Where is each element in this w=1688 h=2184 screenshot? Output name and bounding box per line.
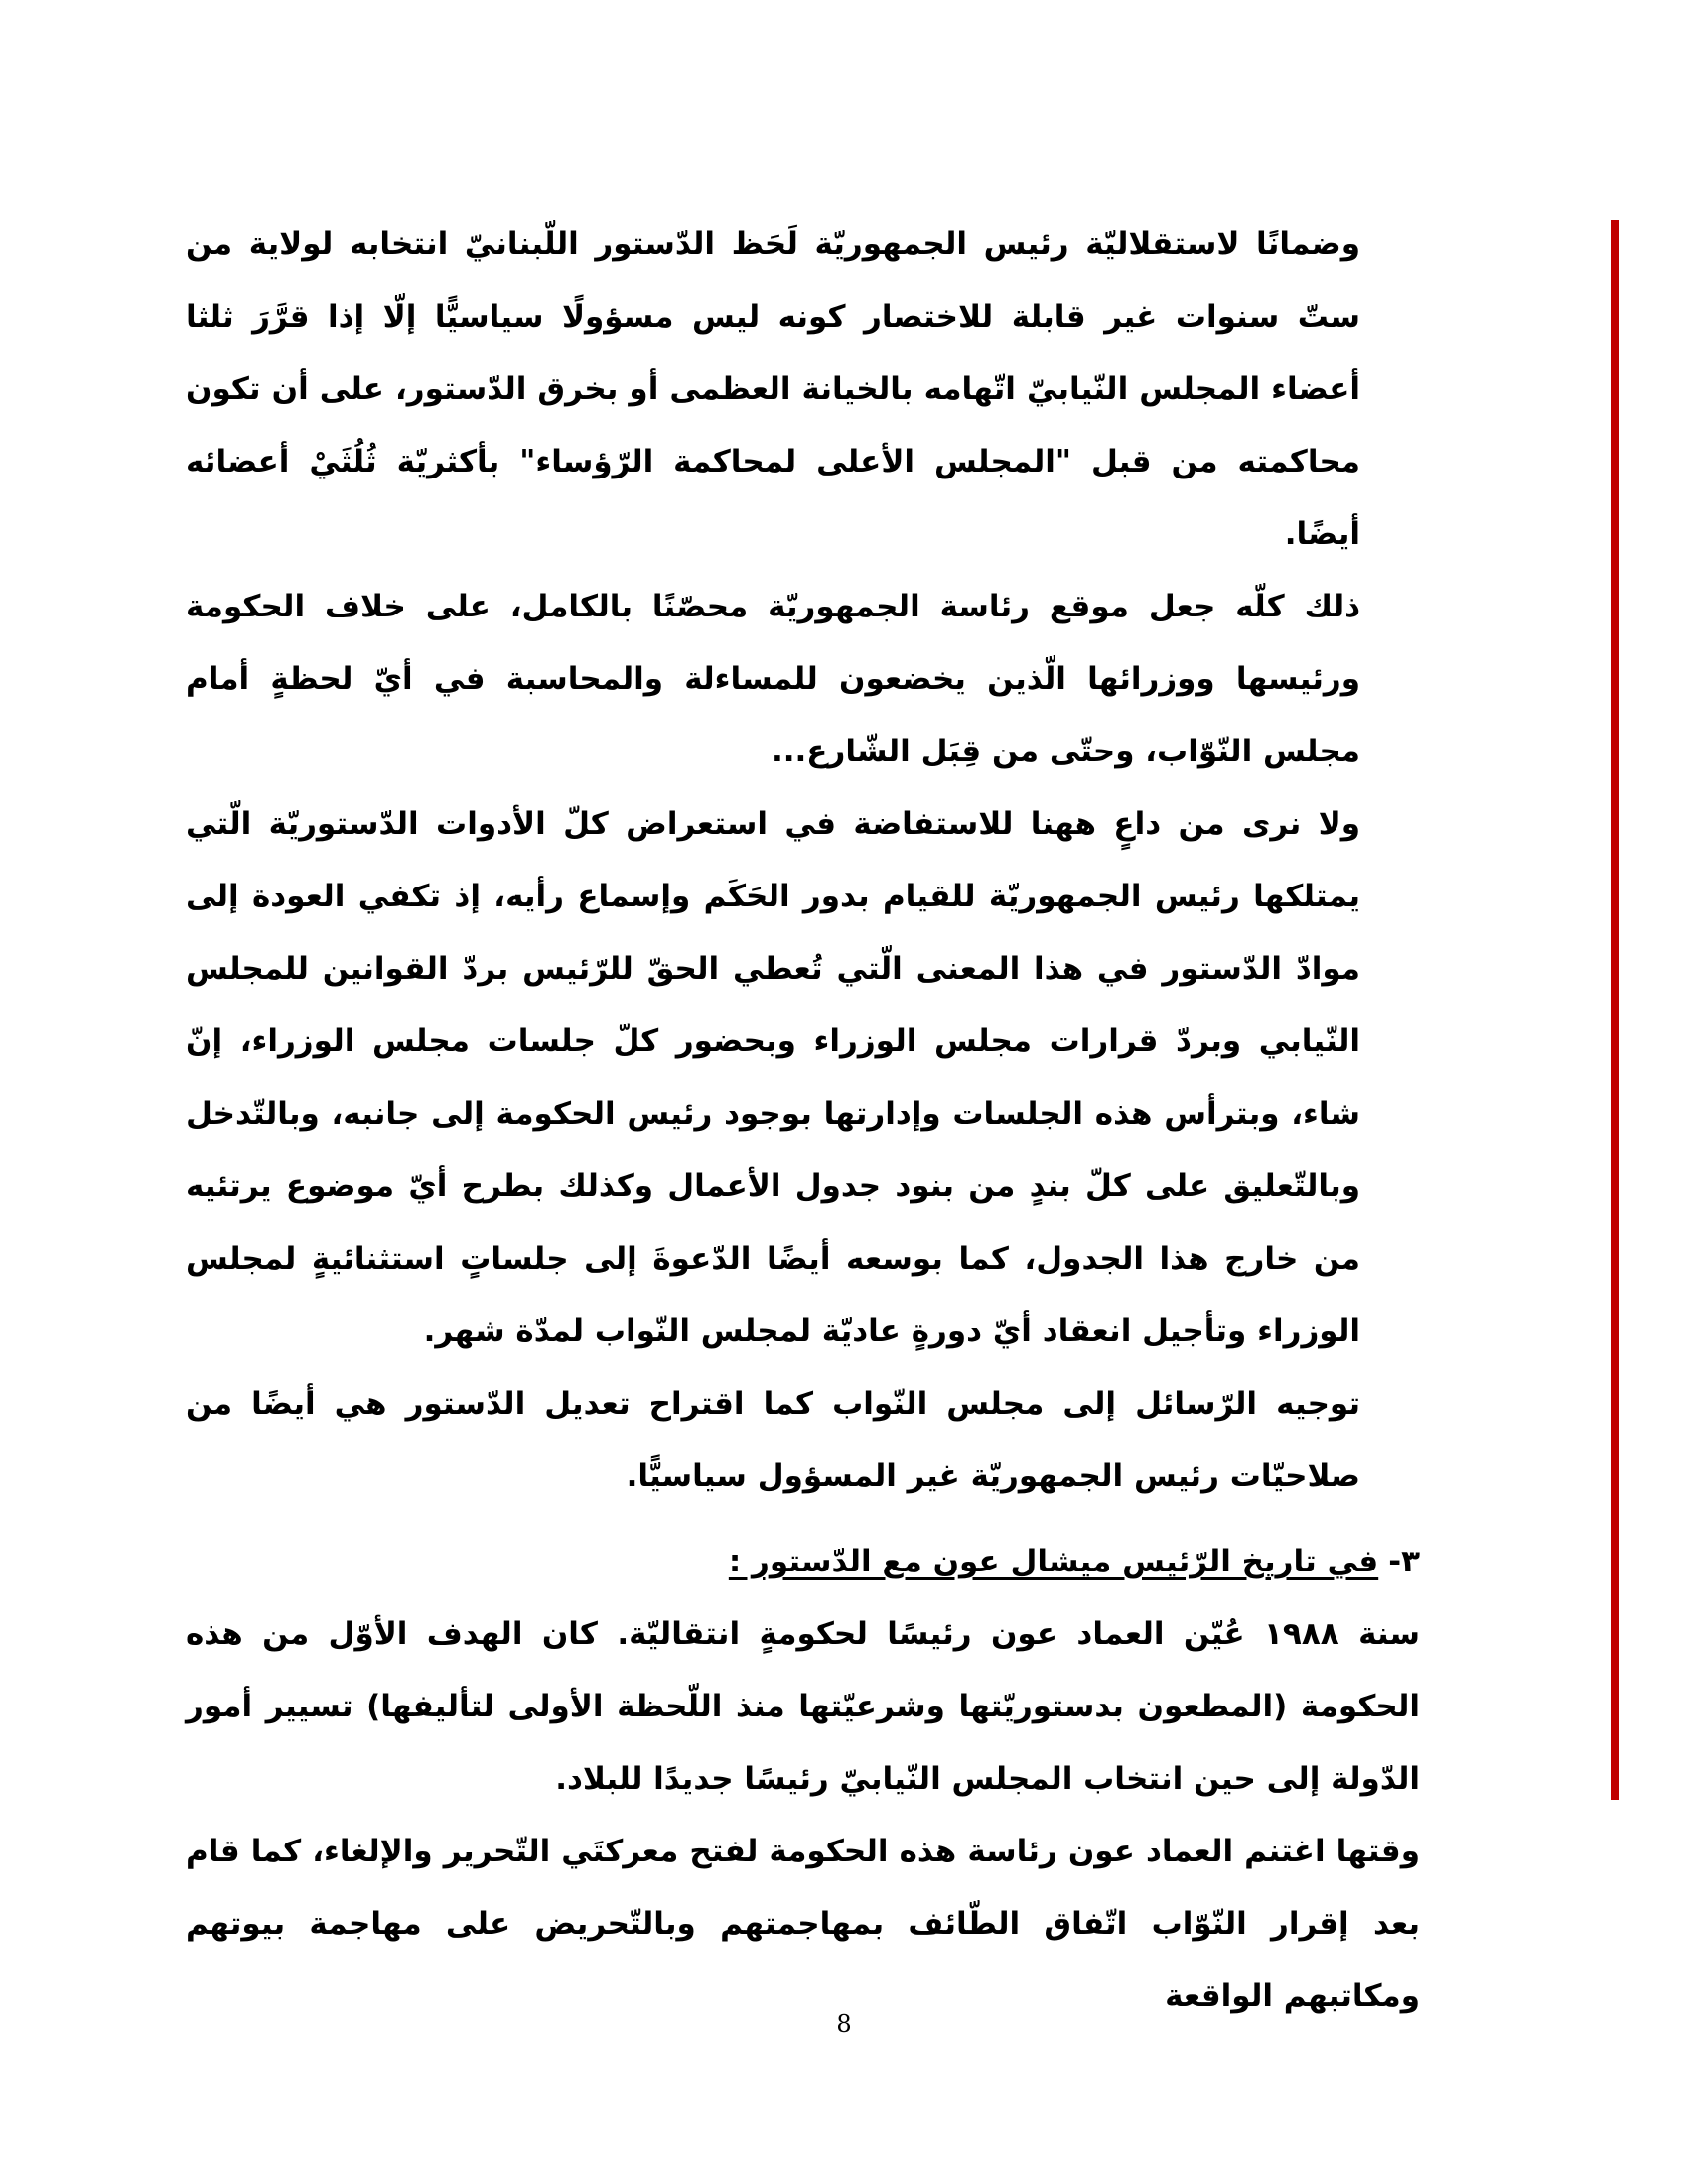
section-number: ٣- [1388, 1544, 1420, 1579]
margin-accent-rule [1611, 220, 1619, 1800]
section-aoun-history [186, 1526, 1420, 2033]
paragraph-constitutional-tools: ولا نرى من داعٍ ههنا للاستفاضة في استعراض كلّ الأدوات الدّستوريّة الّتي يمتلكها رئيس الجمهوريّة للقيام بدور الحَكَم وإسماع رأيه، إذ تكفي العودة إلى موادّ الدّستور في هذا المعنى الّتي تُعطي الحقّ للرّئيس بردّ القوانين للمجلس النّيابي وبردّ قرارات مجلس الوزراء وبحضور كلّ جلسات مجلس الوزراء، إنّ شاء، وبترأس هذه الجلسات وإدارتها بوجود رئيس الحكومة إلى جانبه، وبالتّدخل وبالتّعليق على كلّ بندٍ من بنود جدول الأعمال وكذلك بطرح أيّ موضوع يرتئيه من خارج هذا الجدول، كما بوسعه أيضًا الدّعوةَ إلى جلساتٍ استثنائيةٍ لمجلس الوزراء وتأجيل انعقاد أيّ دورةٍ عاديّة لمجلس النّواب لمدّة شهر. [186, 806, 1360, 1349]
section-heading [186, 1526, 1420, 1598]
paragraph-messages-amendment: توجيه الرّسائل إلى مجلس النّواب كما اقتراح تعديل الدّستور هي أيضًا من صلاحيّات رئيس الجمهوريّة غير المسؤول سياسيًّا. [186, 1386, 1360, 1494]
paragraph-immunity: ذلك كلّه جعل موقع رئاسة الجمهوريّة محصّنًا بالكامل، على خلاف الحكومة ورئيسها ووزرائها الّذين يخضعون للمساءلة والمحاسبة في أيّ لحظةٍ أمام مجلس النّوّاب، وحتّى من قِبَل الشّارع... [186, 589, 1360, 769]
paragraph-transitional-government: سنة ١٩٨٨ عُيّن العماد عون رئيسًا لحكومةٍ انتقاليّة. كان الهدف الأوّل من هذه الحكومة (المطعون بدستوريّتها وشرعيّتها منذ اللّحظة الأولى لتأليفها) تسيير أمور الدّولة إلى حين انتخاب المجلس النّيابيّ رئيسًا جديدًا للبلاد. [186, 1616, 1421, 1797]
page-number: 8 [836, 2010, 852, 2038]
body-text [186, 208, 1360, 1513]
paragraph-liberation-war: وقتها اغتنم العماد عون رئاسة هذه الحكومة لفتح معركتَي التّحرير والإلغاء، كما قام بعد إقرار النّوّاب اتّفاق الطّائف بمهاجمتهم وبالتّحريض على مهاجمة بيوتهم ومكاتبهم الواقعة [186, 1834, 1420, 2014]
section-title: في تاريخ الرّئيس ميشال عون مع الدّستور : [728, 1544, 1379, 1579]
paragraph-presidential-independence: وضمانًا لاستقلاليّة رئيس الجمهوريّة لَحَظ الدّستور اللّبنانيّ انتخابه لولاية من ستّ سنوات غير قابلة للاختصار كونه ليس مسؤولًا سياسيًّا إلّا إذا قرَّرَ ثلثا أعضاء المجلس النّيابيّ اتّهامه بالخيانة العظمى أو بخرق الدّستور، على أن تكون محاكمته من قبل "المجلس الأعلى لمحاكمة الرّؤساء" بأكثريّة ثُلُثَيْ أعضائه أيضًا. [186, 226, 1360, 552]
